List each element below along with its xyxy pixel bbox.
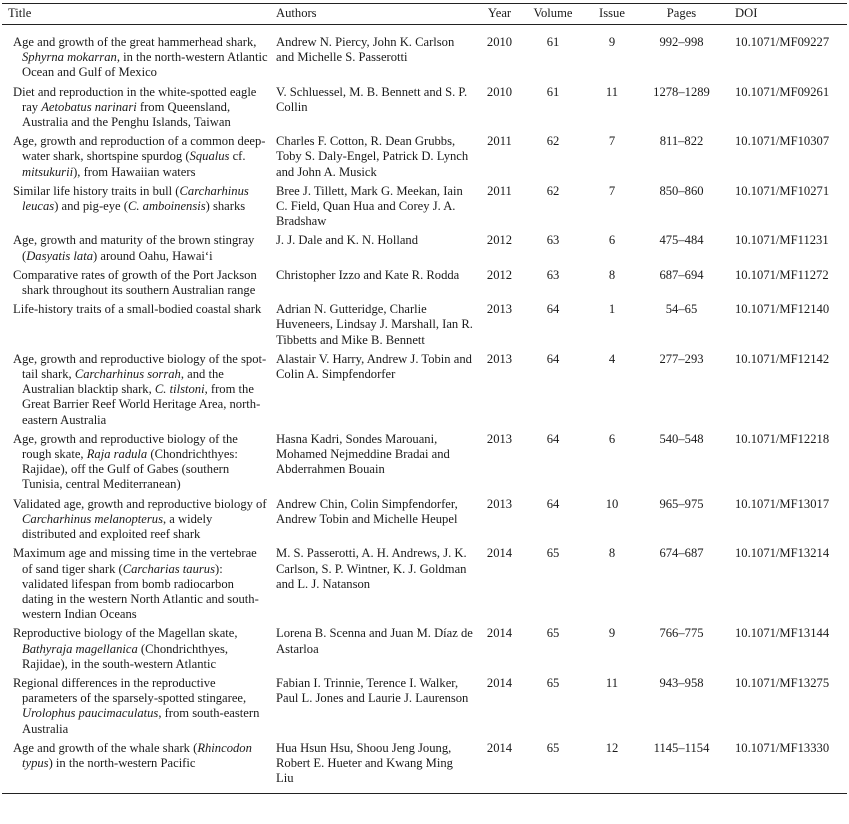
- title-cell: [2, 268, 272, 302]
- year-cell: 2013: [486, 302, 513, 317]
- title-segment: Validated age, growth and reproductive biology of: [13, 496, 267, 511]
- pages-cell: 540–548: [659, 431, 704, 446]
- title-segment: ) in the north-western Pacific: [48, 755, 196, 770]
- pages-cell: 1278–1289: [653, 84, 710, 99]
- authors-cell: Hasna Kadri, Sondes Marouani, Mohamed Nejmeddine Bradai and Abderrahmen Bouain: [276, 431, 450, 477]
- title-cell: [2, 184, 272, 234]
- title-segment: Age and growth of the whale shark (: [13, 740, 198, 755]
- volume-cell: 64: [546, 496, 560, 511]
- issue-cell: 11: [605, 675, 619, 690]
- header-year: Year: [487, 6, 512, 21]
- title-segment: Age, growth and reproductive biology of the spot-tail shark,: [13, 351, 267, 382]
- authors-cell: Fabian I. Trinnie, Terence I. Walker, Paul L. Jones and Laurie J. Laurenson: [276, 675, 469, 706]
- title-segment: Life-history traits of a small-bodied coastal shark: [13, 302, 262, 317]
- title-segment: Comparative rates of growth of the Port Jackson shark throughout its southern Australian range: [13, 267, 257, 298]
- table-row: [2, 741, 847, 794]
- volume-cell: 65: [546, 740, 560, 755]
- title-segment: Reproductive biology of the Magellan skate,: [13, 626, 238, 641]
- table-body: [2, 25, 847, 794]
- species-name: Urolophus paucimaculatus: [22, 706, 159, 721]
- year-cell: 2013: [486, 496, 513, 511]
- header-row: [2, 4, 847, 25]
- volume-cell: 62: [546, 183, 560, 198]
- species-name: Dasyatis lata: [26, 248, 94, 263]
- doi-cell: 10.1071/MF11231: [735, 233, 829, 248]
- volume-cell: 64: [546, 351, 560, 366]
- title-segment: Maximum age and missing time in the vertebrae of sand tiger shark (: [13, 546, 257, 576]
- authors-cell: M. S. Passerotti, A. H. Andrews, J. K. Carlson, S. P. Wintner, K. J. Goldman and L. J. Natanson: [276, 546, 467, 591]
- doi-cell: 10.1071/MF13330: [735, 740, 830, 755]
- species-name: Sphyrna mokarran: [22, 50, 117, 65]
- pages-cell: 850–860: [659, 183, 704, 198]
- table-row: [2, 497, 847, 547]
- pages-cell: 943–958: [659, 675, 704, 690]
- table-row: [2, 626, 847, 676]
- pages-cell: 687–694: [659, 267, 704, 282]
- pages-cell: 766–775: [659, 626, 704, 641]
- title-segment: Age and growth of the great hammerhead shark,: [13, 35, 257, 49]
- title-text: [8, 35, 268, 81]
- title-text: [8, 676, 268, 737]
- species-name: Carcharhinus sorrah: [74, 367, 181, 382]
- volume-cell: 65: [546, 546, 560, 561]
- species-name: Carcharias taurus: [122, 561, 215, 576]
- title-cell: [2, 302, 272, 352]
- title-segment: Diet and reproduction in the white-spotted eagle ray: [13, 84, 257, 114]
- title-text: [8, 497, 268, 543]
- year-cell: 2014: [486, 626, 513, 641]
- pages-cell: 475–484: [659, 233, 704, 248]
- species-name: Carcharhinus melanopterus: [22, 511, 163, 526]
- table-row: [2, 233, 847, 267]
- year-cell: 2011: [487, 134, 512, 149]
- title-text: [8, 546, 268, 622]
- title-text: [8, 134, 268, 180]
- species-name: Squalus: [189, 149, 230, 164]
- issue-cell: 12: [605, 740, 619, 755]
- title-cell: [2, 134, 272, 184]
- title-text: [8, 626, 268, 672]
- authors-cell: Andrew N. Piercy, John K. Carlson and Michelle S. Passerotti: [276, 35, 455, 65]
- authors-cell: Christopher Izzo and Kate R. Rodda: [276, 267, 460, 282]
- year-cell: 2010: [486, 84, 513, 99]
- authors-cell: Lorena B. Scenna and Juan M. Díaz de Astarloa: [276, 626, 473, 656]
- issue-cell: 6: [608, 233, 616, 248]
- issue-cell: 7: [608, 183, 616, 198]
- issue-cell: 9: [608, 35, 616, 49]
- title-segment: ), from Hawaiian waters: [73, 164, 196, 179]
- authors-cell: J. J. Dale and K. N. Holland: [276, 233, 419, 248]
- species-name: Carcharhinus leucas: [22, 183, 249, 214]
- title-segment: ) sharks: [205, 199, 246, 214]
- table-row: [2, 268, 847, 302]
- species-name: Rhincodon typus: [22, 740, 252, 770]
- header-authors: Authors: [276, 6, 317, 21]
- authors-cell: Hua Hsun Hsu, Shoou Jeng Joung, Robert E. Hueter and Kwang Ming Liu: [276, 740, 453, 786]
- table-row: [2, 302, 847, 352]
- year-cell: 2012: [486, 233, 513, 248]
- pages-cell: 277–293: [659, 351, 704, 366]
- table-row: [2, 352, 847, 432]
- table-row: [2, 432, 847, 497]
- authors-cell: Alastair V. Harry, Andrew J. Tobin and Colin A. Simpfendorfer: [276, 351, 472, 382]
- species-name: C. tilstoni: [154, 382, 205, 397]
- title-segment: Age, growth and maturity of the brown stingray (: [13, 233, 255, 263]
- doi-cell: 10.1071/MF13214: [735, 546, 830, 561]
- issue-cell: 8: [608, 546, 616, 561]
- header-title: Title: [8, 6, 32, 21]
- pages-cell: 965–975: [659, 496, 704, 511]
- header-doi: DOI: [735, 6, 758, 21]
- issue-cell: 10: [605, 496, 619, 511]
- doi-cell: 10.1071/MF09261: [735, 84, 830, 99]
- title-segment: Age, growth and reproductive biology of the rough skate,: [13, 431, 238, 462]
- title-text: [8, 184, 268, 214]
- volume-cell: 64: [546, 302, 560, 317]
- authors-cell: Adrian N. Gutteridge, Charlie Huveneers, Lindsay J. Marshall, Ian R. Tibbetts and Mike B. Bennett: [276, 302, 473, 347]
- title-text: [8, 741, 268, 771]
- header-volume: Volume: [533, 6, 573, 21]
- header-issue: Issue: [599, 6, 625, 21]
- table-row: [2, 25, 847, 85]
- year-cell: 2013: [486, 351, 513, 366]
- title-text: [8, 352, 268, 428]
- issue-cell: 7: [608, 134, 616, 149]
- title-segment: , a widely distributed and exploited reef shark: [22, 511, 213, 542]
- title-cell: [2, 626, 272, 676]
- title-segment: Age, growth and reproduction of a common deep-water shark, shortspine spurdog (: [13, 134, 266, 164]
- doi-cell: 10.1071/MF11272: [735, 267, 829, 282]
- title-cell: [2, 546, 272, 626]
- title-segment: ) and pig-eye (: [54, 199, 128, 214]
- issue-cell: 6: [608, 431, 616, 446]
- volume-cell: 63: [546, 267, 560, 282]
- doi-cell: 10.1071/MF13144: [735, 626, 830, 641]
- doi-cell: 10.1071/MF12140: [735, 302, 830, 317]
- title-text: [8, 85, 268, 131]
- table-row: [2, 85, 847, 135]
- title-segment: Regional differences in the reproductive parameters of the sparsely-spotted stingaree,: [13, 675, 247, 706]
- volume-cell: 61: [546, 35, 560, 49]
- pages-cell: 992–998: [659, 35, 704, 49]
- title-text: [8, 302, 268, 317]
- pages-cell: 811–822: [659, 134, 704, 149]
- title-segment: cf.: [229, 149, 246, 164]
- volume-cell: 65: [546, 626, 560, 641]
- doi-cell: 10.1071/MF12218: [735, 431, 830, 446]
- issue-cell: 11: [605, 84, 619, 99]
- title-cell: [2, 85, 272, 135]
- species-name: Aetobatus narinari: [41, 99, 137, 114]
- doi-cell: 10.1071/MF10271: [735, 183, 830, 198]
- volume-cell: 65: [546, 675, 560, 690]
- authors-cell: Charles F. Cotton, R. Dean Grubbs, Toby S. Daly-Engel, Patrick D. Lynch and John A. Musick: [276, 134, 469, 179]
- doi-cell: 10.1071/MF10307: [735, 134, 830, 149]
- title-cell: [2, 352, 272, 432]
- title-text: [8, 268, 268, 298]
- pages-cell: 674–687: [659, 546, 704, 561]
- doi-cell: 10.1071/MF13275: [735, 675, 830, 690]
- table-row: [2, 134, 847, 184]
- title-segment: , in the north-western Atlantic Ocean and Gulf of Mexico: [22, 50, 268, 80]
- title-text: [8, 233, 268, 263]
- authors-cell: Andrew Chin, Colin Simpfendorfer, Andrew Tobin and Michelle Heupel: [276, 496, 458, 526]
- species-name: mitsukurii: [22, 164, 74, 179]
- title-segment: (Chondrichthyes, Rajidae), in the south-western Atlantic: [22, 641, 229, 671]
- title-cell: [2, 233, 272, 267]
- year-cell: 2011: [487, 183, 512, 198]
- species-name: Raja radula: [86, 447, 148, 462]
- title-cell: [2, 432, 272, 497]
- title-segment: ) around Oahu, Hawai‘i: [93, 248, 213, 263]
- title-cell: [2, 676, 272, 741]
- title-cell: [2, 25, 272, 85]
- authors-cell: V. Schluessel, M. B. Bennett and S. P. Collin: [276, 84, 468, 114]
- doi-cell: 10.1071/MF13017: [735, 496, 830, 511]
- title-segment: , from south-eastern Australia: [22, 706, 260, 736]
- year-cell: 2014: [486, 740, 513, 755]
- title-cell: [2, 497, 272, 547]
- year-cell: 2014: [486, 546, 513, 561]
- title-segment: from Queensland, Australia and the Penghu Islands, Taiwan: [22, 99, 231, 130]
- authors-cell: Bree J. Tillett, Mark G. Meekan, Iain C. Field, Quan Hua and Corey J. A. Bradshaw: [276, 183, 463, 229]
- issue-cell: 8: [608, 267, 616, 282]
- publications-table: [2, 3, 847, 794]
- species-name: C. amboinensis: [127, 199, 206, 214]
- volume-cell: 61: [546, 84, 560, 99]
- issue-cell: 9: [608, 626, 616, 641]
- volume-cell: 63: [546, 233, 560, 248]
- species-name: Bathyraja magellanica: [22, 641, 138, 656]
- table-row: [2, 546, 847, 626]
- issue-cell: 1: [608, 302, 616, 317]
- issue-cell: 4: [608, 351, 616, 366]
- doi-cell: 10.1071/MF12142: [735, 351, 830, 366]
- volume-cell: 64: [546, 431, 560, 446]
- year-cell: 2012: [486, 267, 513, 282]
- title-segment: , from the Great Barrier Reef World Heritage Area, north-eastern Australia: [22, 382, 261, 427]
- doi-cell: 10.1071/MF09227: [735, 35, 830, 49]
- header-pages: Pages: [666, 6, 697, 21]
- volume-cell: 62: [546, 134, 560, 149]
- table-row: [2, 676, 847, 741]
- title-segment: (Chondrichthyes: Rajidae), off the Gulf of Gabes (southern Tunisia, central Mediterranean): [22, 447, 238, 492]
- year-cell: 2013: [486, 431, 513, 446]
- year-cell: 2014: [486, 675, 513, 690]
- year-cell: 2010: [486, 35, 513, 49]
- pages-cell: 1145–1154: [653, 740, 710, 755]
- table-row: [2, 184, 847, 234]
- title-cell: [2, 741, 272, 794]
- pages-cell: 54–65: [665, 302, 698, 317]
- title-segment: ): validated lifespan from bomb radiocarbon dating in the western North Atlantic and south-western Indian Oceans: [22, 561, 259, 622]
- title-segment: , and the Australian blacktip shark,: [22, 367, 224, 397]
- title-text: [8, 432, 268, 493]
- title-segment: Similar life history traits in bull (: [13, 183, 180, 198]
